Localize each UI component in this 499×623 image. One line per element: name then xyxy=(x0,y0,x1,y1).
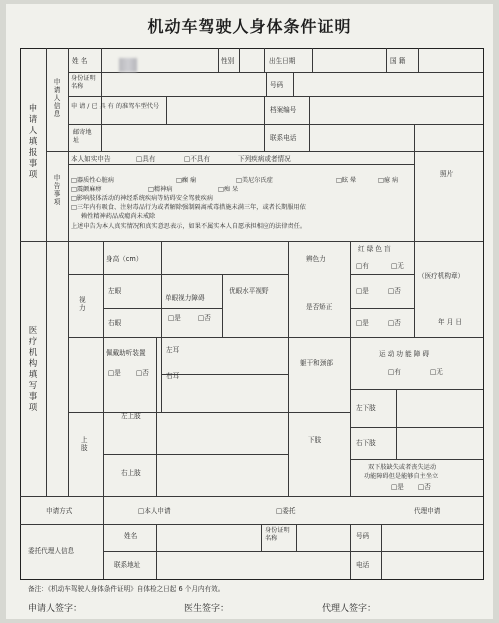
right-upper-limb-label: 右上肢 xyxy=(121,469,141,477)
left-lower-limb-label: 左下肢 xyxy=(356,404,376,412)
agent-id-document-label: 身份证明名称 xyxy=(265,527,290,542)
vision-label: 视力 xyxy=(79,296,86,312)
trunk-neck-label: 躯干和颈部 xyxy=(300,359,333,367)
agent-application-label: 代理申请 xyxy=(414,507,441,515)
condition-paralysis-agitans[interactable]: □震颤麻痹 xyxy=(71,186,102,193)
upper-limb-label: 上肢 xyxy=(81,436,88,452)
monocular-impairment-label: 单眼视力障碍 xyxy=(165,294,205,302)
doctor-signature-label: 医生签字： xyxy=(184,604,230,614)
corrected-left-no[interactable]: □否 xyxy=(388,287,401,295)
condition-psychosis[interactable]: □精神病 xyxy=(148,186,173,193)
vehicle-type-label: 申 请 / 已 具 有 的准驾车型代号 xyxy=(71,103,160,110)
height-label: 身高（cm） xyxy=(106,255,143,263)
right-eye-label: 右眼 xyxy=(108,319,122,327)
photo-label: 照片 xyxy=(440,170,454,178)
right-lower-limb-label: 右下肢 xyxy=(356,439,376,447)
hearing-aid-label: 佩戴助听装置 xyxy=(106,349,146,357)
horizontal-field-label: 优眼水平视野 xyxy=(229,287,269,295)
id-number-label: 号码 xyxy=(270,81,284,89)
sex-label: 性别 xyxy=(221,57,235,65)
motor-impairment-no[interactable]: □无 xyxy=(430,368,443,376)
applicant-signature-label: 申请人签字： xyxy=(28,604,83,614)
nationality-label: 国 籍 xyxy=(390,57,406,65)
id-document-label: 身份证明名称 xyxy=(71,75,96,90)
corrected-right-no[interactable]: □否 xyxy=(388,319,401,327)
color-blind-no[interactable]: □无 xyxy=(391,262,404,270)
condition-epilepsy[interactable]: □癫 痫 xyxy=(176,177,197,184)
stamp-date-label: 年 月 日 xyxy=(438,318,462,326)
both-lower-no[interactable]: □否 xyxy=(418,483,431,491)
both-lower-limbs-line2: 功能障碍但是能够自主坐立 xyxy=(364,473,439,480)
corrected-right-yes[interactable]: □是 xyxy=(356,319,369,327)
motor-impairment-yes[interactable]: □有 xyxy=(388,368,401,376)
mailing-address-label: 邮寄地址 xyxy=(73,129,92,144)
self-application-checkbox[interactable]: □本人申请 xyxy=(138,507,171,515)
certificate-form xyxy=(6,4,493,619)
medical-section-label: 医疗机构填写事项 xyxy=(28,326,38,413)
color-blind-yes[interactable]: □有 xyxy=(356,262,369,270)
corrected-left-yes[interactable]: □是 xyxy=(356,287,369,295)
left-eye-label: 左眼 xyxy=(108,287,122,295)
condition-hysteria[interactable]: □癔 病 xyxy=(378,177,399,184)
condition-dementia[interactable]: □痴 呆 xyxy=(218,186,239,193)
condition-drug-use[interactable]: □三年内有吸食、注射毒品行为或者解除强制隔离戒毒措施未满三年，或者长期服用依 xyxy=(71,204,306,211)
condition-drug-use-cont: 赖性精神药品成瘾尚未戒除 xyxy=(81,213,156,220)
name-label: 姓 名 xyxy=(72,57,88,65)
applicant-info-label: 申请人信息 xyxy=(53,78,61,118)
agent-phone-label: 电话 xyxy=(356,561,370,569)
condition-meniere[interactable]: □美尼尔氏症 xyxy=(236,177,273,184)
both-lower-limbs-line1: 双下肢缺失或者丧失运动 xyxy=(368,464,437,471)
declaration-intro: 本人如实申告 xyxy=(71,155,111,163)
agent-address-label: 联系地址 xyxy=(114,561,141,569)
corrected-label: 是否矫正 xyxy=(306,303,333,311)
form-title: 机动车驾驶人身体条件证明 xyxy=(147,17,352,36)
left-upper-limb-label: 左上肢 xyxy=(121,412,141,420)
condition-neurological[interactable]: □影响肢体活动的神经系统疾病等妨碍安全驾驶疾病 xyxy=(71,195,213,202)
hearing-aid-no[interactable]: □否 xyxy=(136,369,149,377)
agent-signature-label: 代理人签字： xyxy=(322,604,377,614)
motor-impairment-label: 运 动 功 能 障 碍 xyxy=(379,350,430,358)
monocular-yes[interactable]: □是 xyxy=(168,314,181,322)
right-ear-label: 右耳 xyxy=(166,372,180,380)
has-checkbox[interactable]: □具有 xyxy=(136,155,156,163)
agent-number-label: 号码 xyxy=(356,532,370,540)
hearing-aid-yes[interactable]: □是 xyxy=(108,369,121,377)
application-method-label: 申请方式 xyxy=(46,507,73,515)
declaration-statement: 上述申告为本人真实情况和真实意思表示，如果不属实本人自愿承担相应的法律责任。 xyxy=(71,223,307,230)
phone-label: 联系电话 xyxy=(270,134,297,142)
agent-info-label: 委托代理人信息 xyxy=(28,547,75,555)
lower-limb-label: 下肢 xyxy=(308,436,322,444)
color-vision-label: 辨色力 xyxy=(306,255,326,263)
redacted-name xyxy=(119,58,137,72)
file-number-label: 档案编号 xyxy=(270,106,297,114)
condition-vertigo[interactable]: □眩 晕 xyxy=(336,177,357,184)
declaration-label: 申告事项 xyxy=(53,174,61,206)
delegate-checkbox[interactable]: □委托 xyxy=(276,507,296,515)
declaration-list-intro: 下列疾病或者情况 xyxy=(238,155,291,163)
both-lower-yes[interactable]: □是 xyxy=(391,483,404,491)
condition-heart[interactable]: □器质性心脏病 xyxy=(71,177,114,184)
color-blindness-label: 红 绿 色 盲 xyxy=(358,245,391,253)
monocular-no[interactable]: □否 xyxy=(198,314,211,322)
agent-name-label: 姓名 xyxy=(124,532,138,540)
institution-stamp-label: （医疗机构章） xyxy=(418,272,465,280)
birth-date-label: 出生日期 xyxy=(269,57,296,65)
validity-note: 备注：《机动车驾驶人身体条件证明》自体检之日起 6 个月内有效。 xyxy=(28,585,225,593)
not-has-checkbox[interactable]: □不具有 xyxy=(184,155,211,163)
applicant-section-label: 申请人填报事项 xyxy=(28,104,38,180)
left-ear-label: 左耳 xyxy=(166,346,180,354)
